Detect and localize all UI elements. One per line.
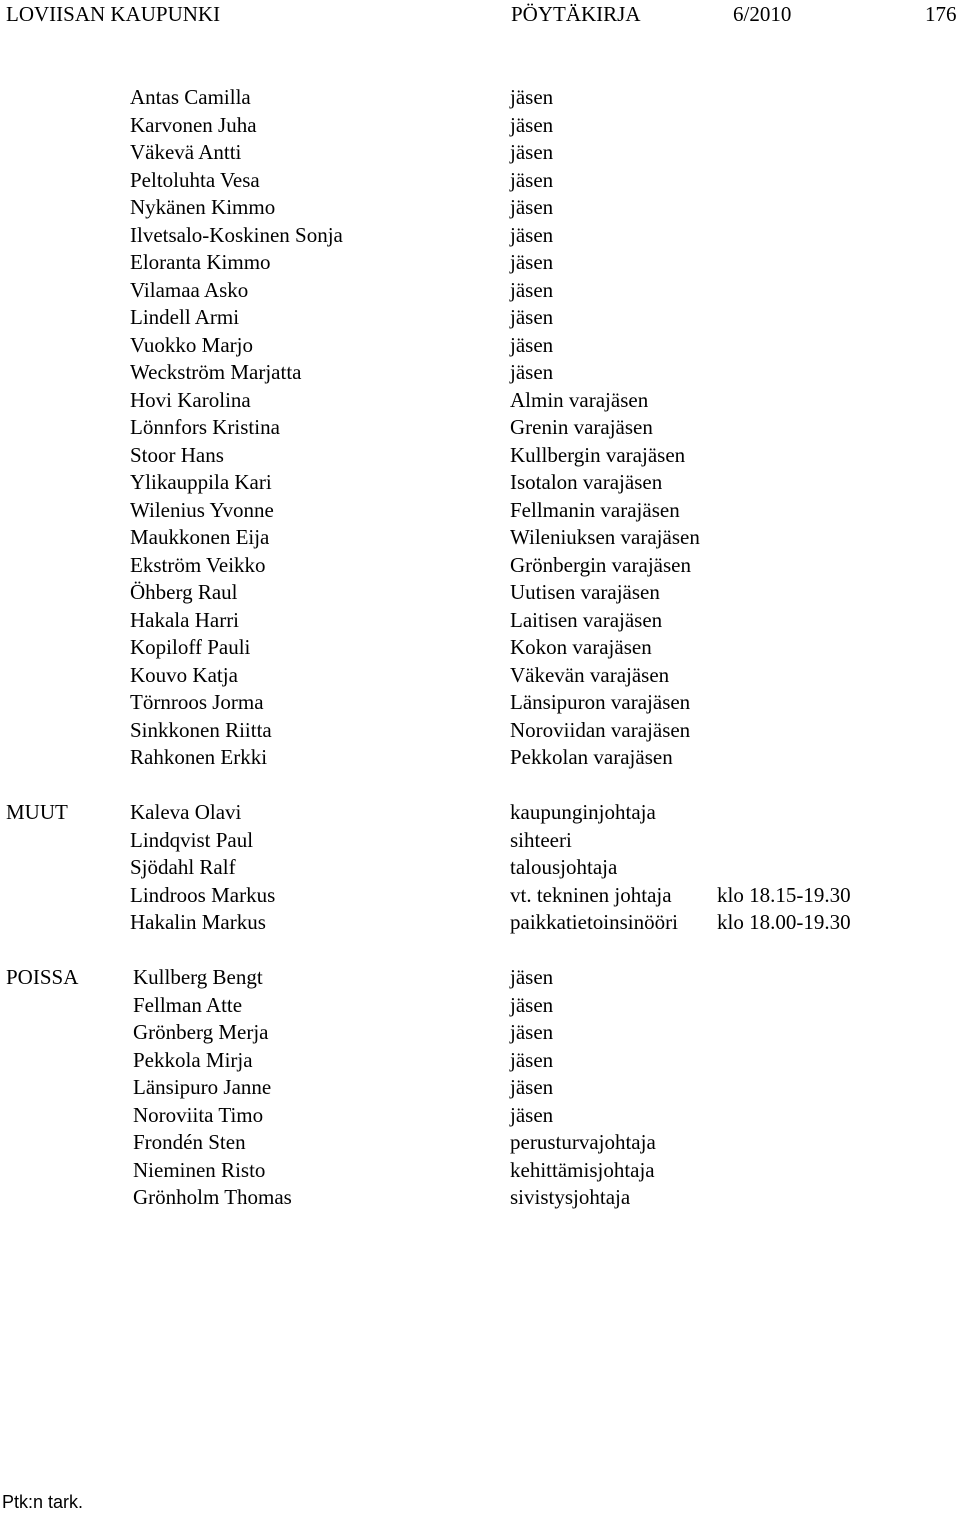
others-member-role: talousjohtaja — [510, 855, 618, 879]
present-member-role: Grönbergin varajäsen — [510, 552, 691, 577]
present-member-name: Hakala Harri — [130, 607, 240, 632]
present-member-role: jäsen — [510, 360, 554, 384]
others-member-name: Kaleva Olavi — [130, 800, 242, 824]
present-member-role: jäsen — [510, 167, 554, 192]
present-member-name: Weckström Marjatta — [130, 360, 302, 384]
absent-member-name: Noroviita Timo — [133, 1102, 264, 1127]
present-member-role: jäsen — [510, 250, 554, 274]
header-org: LOVIISAN KAUPUNKI — [6, 2, 221, 26]
present-member-role: jäsen — [510, 305, 554, 329]
present-member-name: Maukkonen Eija — [130, 525, 270, 549]
present-member-name: Hovi Karolina — [130, 387, 251, 412]
present-member-role: Pekkolan varajäsen — [510, 745, 673, 769]
absent-member-role: jäsen — [510, 1102, 554, 1127]
present-member-name: Väkevä Antti — [130, 140, 242, 164]
absent-member-name: Grönholm Thomas — [133, 1185, 292, 1209]
absent-member-name: Länsipuro Janne — [133, 1075, 272, 1099]
present-member-role: jäsen — [510, 222, 554, 247]
present-member-name: Ilvetsalo-Koskinen Sonja — [130, 222, 343, 247]
present-member-name: Stoor Hans — [130, 442, 224, 467]
header-issue: 6/2010 — [733, 2, 792, 26]
present-member-role: jäsen — [510, 195, 554, 219]
present-member-role: Väkevän varajäsen — [510, 662, 670, 687]
header-doc-type: PÖYTÄKIRJA — [511, 2, 641, 26]
present-member-name: Ekström Veikko — [130, 552, 266, 577]
absent-member-name: Frondén Sten — [133, 1130, 246, 1154]
others-member-role: vt. tekninen johtaja — [510, 882, 672, 907]
absent-member-name: Nieminen Risto — [133, 1157, 266, 1182]
present-member-name: Wilenius Yvonne — [130, 497, 274, 522]
absent-member-role: jäsen — [510, 992, 554, 1017]
absent-member-role: jäsen — [510, 965, 554, 989]
footer-note: Ptk:n tark. — [2, 1492, 84, 1512]
present-member-role: jäsen — [510, 332, 554, 357]
others-member-time: klo 18.15-19.30 — [717, 882, 851, 907]
others-member-time: klo 18.00-19.30 — [717, 910, 851, 934]
present-member-name: Lönnfors Kristina — [130, 415, 280, 439]
present-member-role: jäsen — [510, 85, 554, 109]
present-member-role: Noroviidan varajäsen — [510, 717, 691, 742]
present-member-name: Eloranta Kimmo — [130, 250, 271, 274]
others-member-name: Hakalin Markus — [130, 910, 266, 934]
present-member-role: jäsen — [510, 112, 554, 137]
absent-member-name: Grönberg Merja — [133, 1020, 269, 1044]
present-member-role: Kokon varajäsen — [510, 635, 652, 659]
others-member-name: Sjödahl Ralf — [130, 855, 236, 879]
present-member-role: Laitisen varajäsen — [510, 607, 663, 632]
present-member-role: Fellmanin varajäsen — [510, 497, 680, 522]
present-member-name: Nykänen Kimmo — [130, 195, 276, 219]
absent-member-role: perusturvajohtaja — [510, 1130, 656, 1154]
present-member-name: Peltoluhta Vesa — [130, 167, 260, 192]
others-section-label: MUUT — [6, 800, 68, 824]
present-member-role: Kullbergin varajäsen — [510, 442, 686, 467]
present-member-name: Vuokko Marjo — [130, 332, 253, 357]
present-member-role: Uutisen varajäsen — [510, 580, 660, 604]
absent-member-role: jäsen — [510, 1075, 554, 1099]
present-member-role: Wileniuksen varajäsen — [510, 525, 700, 549]
present-member-name: Rahkonen Erkki — [130, 745, 268, 769]
present-member-role: Länsipuron varajäsen — [510, 690, 691, 714]
present-member-role: Isotalon varajäsen — [510, 470, 663, 494]
present-member-name: Ylikauppila Kari — [130, 470, 272, 494]
present-member-name: Kopiloff Pauli — [130, 635, 251, 659]
absent-member-role: kehittämisjohtaja — [510, 1157, 655, 1182]
absent-section-label: POISSA — [6, 965, 79, 989]
present-member-role: jäsen — [510, 277, 554, 302]
absent-member-role: jäsen — [510, 1047, 554, 1072]
absent-member-name: Fellman Atte — [133, 992, 243, 1017]
absent-member-name: Kullberg Bengt — [133, 965, 263, 989]
present-member-name: Antas Camilla — [130, 85, 251, 109]
others-member-role: sihteeri — [510, 827, 572, 852]
present-member-name: Törnroos Jorma — [130, 690, 264, 714]
present-member-name: Kouvo Katja — [130, 662, 238, 687]
others-member-role: kaupunginjohtaja — [510, 800, 656, 824]
present-member-role: Almin varajäsen — [510, 387, 649, 412]
absent-member-role: jäsen — [510, 1020, 554, 1044]
others-member-role: paikkatietoinsinööri — [510, 910, 678, 934]
present-member-role: Grenin varajäsen — [510, 415, 653, 439]
absent-member-role: sivistysjohtaja — [510, 1185, 631, 1209]
header-page-number: 176 — [925, 2, 957, 26]
present-member-name: Karvonen Juha — [130, 112, 257, 137]
others-member-name: Lindroos Markus — [130, 882, 276, 907]
present-member-name: Öhberg Raul — [130, 580, 238, 604]
present-member-name: Vilamaa Asko — [130, 277, 249, 302]
present-member-role: jäsen — [510, 140, 554, 164]
present-member-name: Sinkkonen Riitta — [130, 717, 272, 742]
present-member-name: Lindell Armi — [130, 305, 240, 329]
absent-member-name: Pekkola Mirja — [133, 1047, 253, 1072]
others-member-name: Lindqvist Paul — [130, 827, 254, 852]
